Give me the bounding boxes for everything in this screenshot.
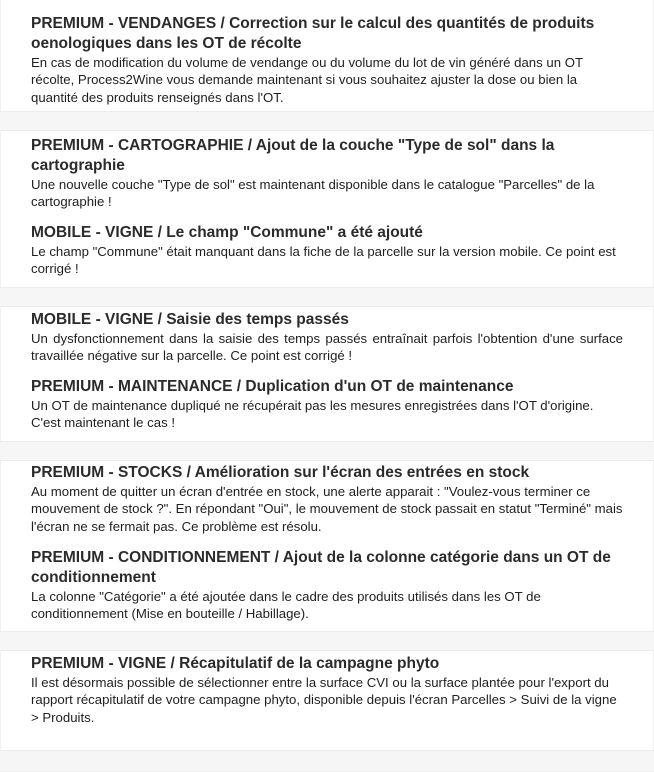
release-note-title: PREMIUM - MAINTENANCE / Duplication d'un OT de maintenance xyxy=(31,378,514,395)
section-separator xyxy=(0,441,654,461)
release-note-item xyxy=(31,463,623,535)
release-note-body: Le champ "Commune" était manquant dans la fiche de la parcelle sur la version mobile. Ce point est corrigé ! xyxy=(31,244,616,277)
release-note-body: Un OT de maintenance dupliqué ne récupérait pas les mesures enregistrées dans l'OT d'origine. C'est maintenant le cas ! xyxy=(31,398,594,431)
release-note-body: Une nouvelle couche "Type de sol" est maintenant disponible dans le catalogue "Parcelles" de la cartographie ! xyxy=(31,177,595,210)
section-separator xyxy=(0,287,654,307)
release-note-body: Il est désormais possible de sélectionner entre la surface CVI ou la surface plantée pour l'export du rapport récapitulatif de votre campagne phyto, disponible depuis l'écran Parcelles > Suivi de la vigne > Produits. xyxy=(31,675,617,725)
release-note-title: PREMIUM - CONDITIONNEMENT / Ajout de la colonne catégorie dans un OT de conditionnement xyxy=(31,549,611,586)
section-separator xyxy=(0,111,654,131)
release-note-item xyxy=(31,136,623,211)
release-note-title: MOBILE - VIGNE / Le champ "Commune" a été ajouté xyxy=(31,224,423,241)
section-separator xyxy=(0,631,654,651)
release-note-title: PREMIUM - STOCKS / Amélioration sur l'écran des entrées en stock xyxy=(31,464,530,481)
release-note-item xyxy=(31,548,623,623)
release-note-item xyxy=(31,310,623,365)
release-note-item xyxy=(31,223,623,278)
release-note-body: La colonne "Catégorie" a été ajoutée dans le cadre des produits utilisés dans les OT de conditionnement (Mise en bouteille / Habillage). xyxy=(31,589,541,622)
release-note-body: En cas de modification du volume de vendange ou du volume du lot de vin généré dans un OT récolte, Process2Wine vous demande maintenant si vous souhaitez ajuster la dose ou bien la quantité des produits renseignés dans l'OT. xyxy=(31,55,583,105)
release-note-title: PREMIUM - CARTOGRAPHIE / Ajout de la couche "Type de sol" dans la cartographie xyxy=(31,137,555,174)
release-note-item xyxy=(31,14,623,106)
section-separator xyxy=(0,750,654,772)
release-note-title: PREMIUM - VENDANGES / Correction sur le calcul des quantités de produits oenologiques dans les OT de récolte xyxy=(31,15,595,52)
release-note-item xyxy=(31,654,623,726)
release-note-title: PREMIUM - VIGNE / Récapitulatif de la campagne phyto xyxy=(31,655,440,672)
release-note-item xyxy=(31,377,623,432)
release-note-body: Au moment de quitter un écran d'entrée en stock, une alerte apparait : "Voulez-vous terminer ce mouvement de stock ?". En répondant "Oui", le mouvement de stock passait en statut "Terminé" mais l'écran ne se fermait pas. Ce problème est résolu. xyxy=(31,484,623,534)
release-note-body: Un dysfonctionnement dans la saisie des temps passés entraînait parfois l'obtention d'une surface travaillée négative sur la parcelle. Ce point est corrigé ! xyxy=(31,331,623,364)
release-note-title: MOBILE - VIGNE / Saisie des temps passés xyxy=(31,311,349,328)
